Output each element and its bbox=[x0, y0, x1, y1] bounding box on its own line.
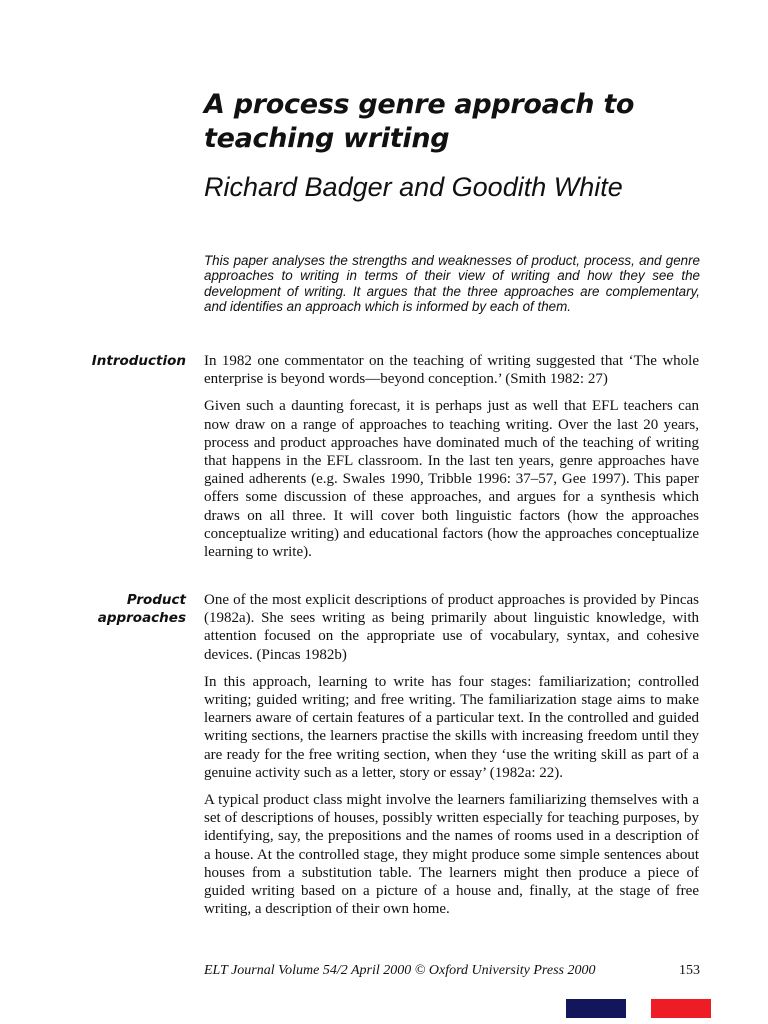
body-paragraph: A typical product class might involve the learners familiarizing themselves with a set of descriptions of houses, possibly written especially for teaching purposes, by identifying, say, the prepositions and the names of rooms used in a description of a house. At the controlled stage, they might produce some simple sentences about houses from a substitution table. The learners might then produce a piece of guided writing based on a picture of a house and, finally, at the stage of free writing, a description of their own home. bbox=[204, 792, 699, 918]
footer-journal-citation: ELT Journal Volume 54/2 April 2000 © Oxford University Press 2000 bbox=[204, 963, 596, 978]
page-number: 153 bbox=[679, 963, 700, 978]
section-heading-line: Product bbox=[126, 592, 186, 608]
section-heading-introduction: Introduction bbox=[91, 353, 186, 369]
section-product-approaches bbox=[204, 591, 699, 927]
article-authors: Richard Badger and Goodith White bbox=[204, 172, 623, 202]
section-heading-product-approaches bbox=[40, 591, 186, 627]
body-paragraph: In this approach, learning to write has four stages: familiarization; controlled writing; guided writing; and free writing. The familiarization stage aims to make learners aware of certain features of a particular text. In the controlled and guided writing sections, the learners practise the skills with increasing freedom until they are ready for the free writing section, when they ‘use the writing skill as part of a genuine activity such as a letter, story or essay’ (1982a: 22). bbox=[204, 673, 699, 781]
article-abstract: This paper analyses the strengths and weaknesses of product, process, and genre approaches to writing in terms of their view of writing and how they see the development of writing. It argues that the three approaches are complementary, and identifies an approach which is informed by each of them. bbox=[204, 253, 700, 315]
body-paragraph: In 1982 one commentator on the teaching of writing suggested that ‘The whole enterprise is beyond words—beyond conception.’ (Smith 1982: 27) bbox=[204, 353, 699, 388]
navy-color-bar bbox=[566, 999, 626, 1018]
article-title: A process genre approach to teaching writing bbox=[204, 89, 635, 154]
red-color-bar bbox=[651, 999, 711, 1018]
section-introduction bbox=[204, 352, 699, 570]
body-paragraph: One of the most explicit descriptions of product approaches is provided by Pincas (1982a). She sees writing as being primarily about linguistic knowledge, with attention focused on the appropriate use of vocabulary, syntax, and cohesive devices. (Pincas 1982b) bbox=[204, 592, 699, 663]
body-paragraph: Given such a daunting forecast, it is perhaps just as well that EFL teachers can now draw on a range of approaches to teaching writing. Over the last 20 years, process and product approaches have dominated much of the teaching of writing that happens in the EFL classroom. In the last ten years, genre approaches have gained adherents (e.g. Swales 1990, Tribble 1996: 37–57, Gee 1997). This paper offers some discussion of these approaches, and argues for a synthesis which draws on all three. It will cover both linguistic factors (how the approaches conceptualize writing) and educational factors (how the approaches conceptualize learning to write). bbox=[204, 398, 699, 561]
section-heading-line: approaches bbox=[97, 610, 186, 626]
